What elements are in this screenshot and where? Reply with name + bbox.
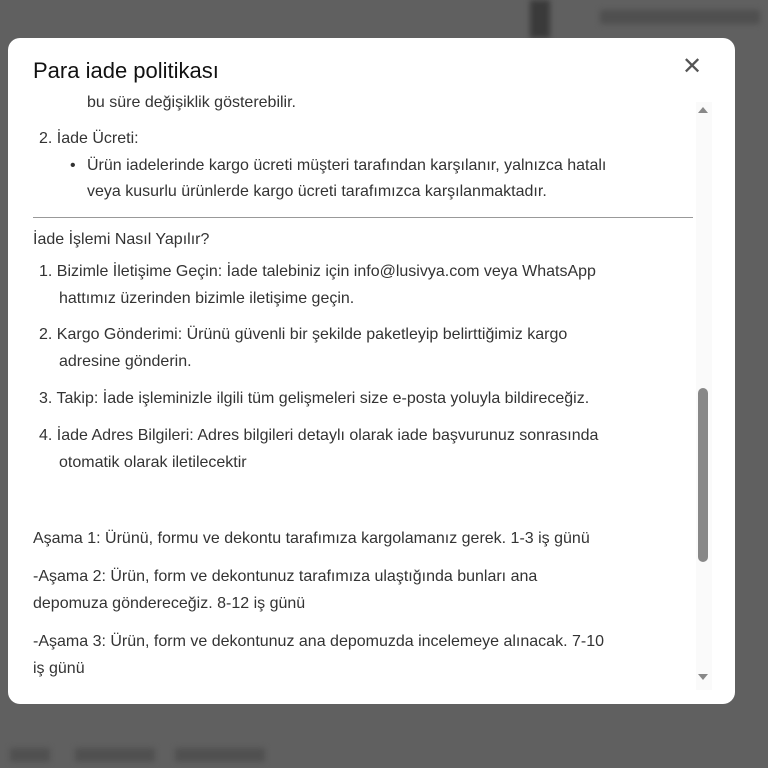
refund-policy-modal [8,38,735,704]
scroll-down-arrow-icon[interactable] [698,674,708,680]
step-item: 4. İade Adres Bilgileri: Adres bilgileri detaylı olarak iade başvurunuz sonrasında [39,427,599,444]
close-icon[interactable]: ✕ [682,53,703,80]
modal-content[interactable] [8,90,735,690]
how-heading: İade İşlemi Nasıl Yapılır? [33,231,210,248]
step-item: hattımız üzerinden bizimle iletişime geçin. [59,290,355,307]
step-item: 2. Kargo Gönderimi: Ürünü güvenli bir şekilde paketleyip belirttiğimiz kargo [39,326,568,343]
stage-text: -Aşama 2: Ürün, form ve dekontunuz tarafımıza ulaştığında bunları ana [33,568,538,585]
stage-text: -Aşama 3: Ürün, form ve dekontunuz ana depomuzda incelemeye alınacak. 7-10 [33,633,604,650]
fee-text: Ürün iadelerinde kargo ücreti müşteri tarafından karşılanır, yalnızca hatalı [87,157,607,174]
modal-title: Para iade politikası [33,58,219,83]
stage-text: depomuza göndereceğiz. 8-12 iş günü [33,595,306,612]
fee-text: veya kusurlu ürünlerde kargo ücreti tarafımızca karşılanmaktadır. [87,183,547,200]
background-element [530,0,550,38]
fee-heading: 2. İade Ücreti: [39,130,139,147]
divider [33,217,693,218]
background-element [175,748,265,762]
bullet-icon: • [70,157,76,174]
background-element [75,748,155,762]
background-element [600,10,760,24]
step-item: otomatik olarak iletilecektir [59,454,247,471]
scrollbar-thumb[interactable] [698,388,708,562]
stage-text: iş günü [33,660,85,677]
partial-line: bu süre değişiklik gösterebilir. [87,94,296,111]
step-item: 1. Bizimle İletişime Geçin: İade talebiniz için info@lusivya.com veya WhatsApp [39,263,596,280]
stage-text: Aşama 1: Ürünü, formu ve dekontu tarafımıza kargolamanız gerek. 1-3 iş günü [33,530,590,547]
scroll-up-arrow-icon[interactable] [698,107,708,113]
step-item: 3. Takip: İade işleminizle ilgili tüm gelişmeleri size e-posta yoluyla bildireceğiz. [39,390,590,407]
step-item: adresine gönderin. [59,353,192,370]
background-element [10,748,50,762]
